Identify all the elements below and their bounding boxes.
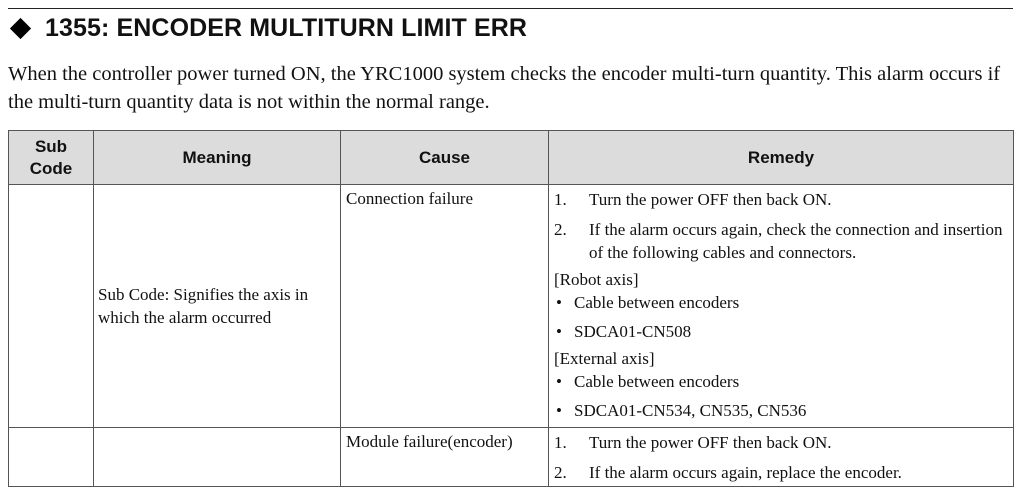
sub-code-cell: [9, 428, 94, 487]
group-label-external-axis: [External axis]: [554, 349, 655, 368]
table-row: [9, 185, 1014, 428]
step-number: 2.: [554, 463, 567, 482]
step-text: Turn the power OFF then back ON.: [589, 433, 832, 452]
top-rule: [8, 8, 1013, 9]
bullet-icon: •: [556, 322, 562, 341]
meaning-cell: [94, 428, 341, 487]
list-item: [554, 291, 1008, 314]
step-number: 2.: [554, 220, 567, 239]
remedy-step: [554, 461, 1008, 484]
step-number: 1.: [554, 433, 567, 452]
group-label-robot-axis: [Robot axis]: [554, 270, 639, 289]
step-text: If the alarm occurs again, check the connection and insertion of the following cables and connectors.: [589, 220, 1003, 262]
step-number: 1.: [554, 190, 567, 209]
header-sub-code: Sub Code: [9, 131, 94, 185]
sub-code-cell: [9, 185, 94, 428]
header-remedy: Remedy: [549, 131, 1014, 185]
table-header-row: [9, 131, 1014, 185]
section-heading: [10, 14, 527, 43]
remedy-cell: [549, 428, 1014, 487]
list-item: [554, 399, 1008, 422]
bullet-text: SDCA01-CN508: [574, 322, 692, 341]
header-meaning: Meaning: [94, 131, 341, 185]
remedy-step: [554, 218, 1008, 264]
bullet-icon: •: [556, 293, 562, 312]
list-item: [554, 320, 1008, 343]
list-item: [554, 370, 1008, 393]
intro-paragraph: When the controller power turned ON, the YRC1000 system checks the encoder multi-turn quantity. This alarm occurs if the multi-turn quantity data is not within the normal range.: [8, 63, 1001, 113]
page-title: 1355: ENCODER MULTITURN LIMIT ERR: [45, 14, 528, 42]
table-row: [9, 428, 1014, 487]
cause-text: Connection failure: [346, 189, 473, 208]
header-cause: Cause: [341, 131, 549, 185]
bullet-text: SDCA01-CN534, CN535, CN536: [574, 401, 807, 420]
diamond-icon: [10, 18, 31, 39]
bullet-text: Cable between encoders: [574, 293, 740, 312]
cause-text: Module failure(encoder): [346, 432, 513, 451]
step-text: Turn the power OFF then back ON.: [589, 190, 832, 209]
alarm-table: [8, 130, 1014, 487]
bullet-icon: •: [556, 372, 562, 391]
remedy-step: [554, 431, 1008, 454]
cause-cell: [341, 428, 549, 487]
bullet-text: Cable between encoders: [574, 372, 740, 391]
bullet-icon: •: [556, 401, 562, 420]
step-text: If the alarm occurs again, replace the encoder.: [589, 463, 902, 482]
remedy-cell: [549, 185, 1014, 428]
remedy-step: [554, 188, 1008, 211]
cause-cell: [341, 185, 549, 428]
meaning-cell: Sub Code: Signifies the axis in which the alarm occurred: [94, 185, 341, 428]
